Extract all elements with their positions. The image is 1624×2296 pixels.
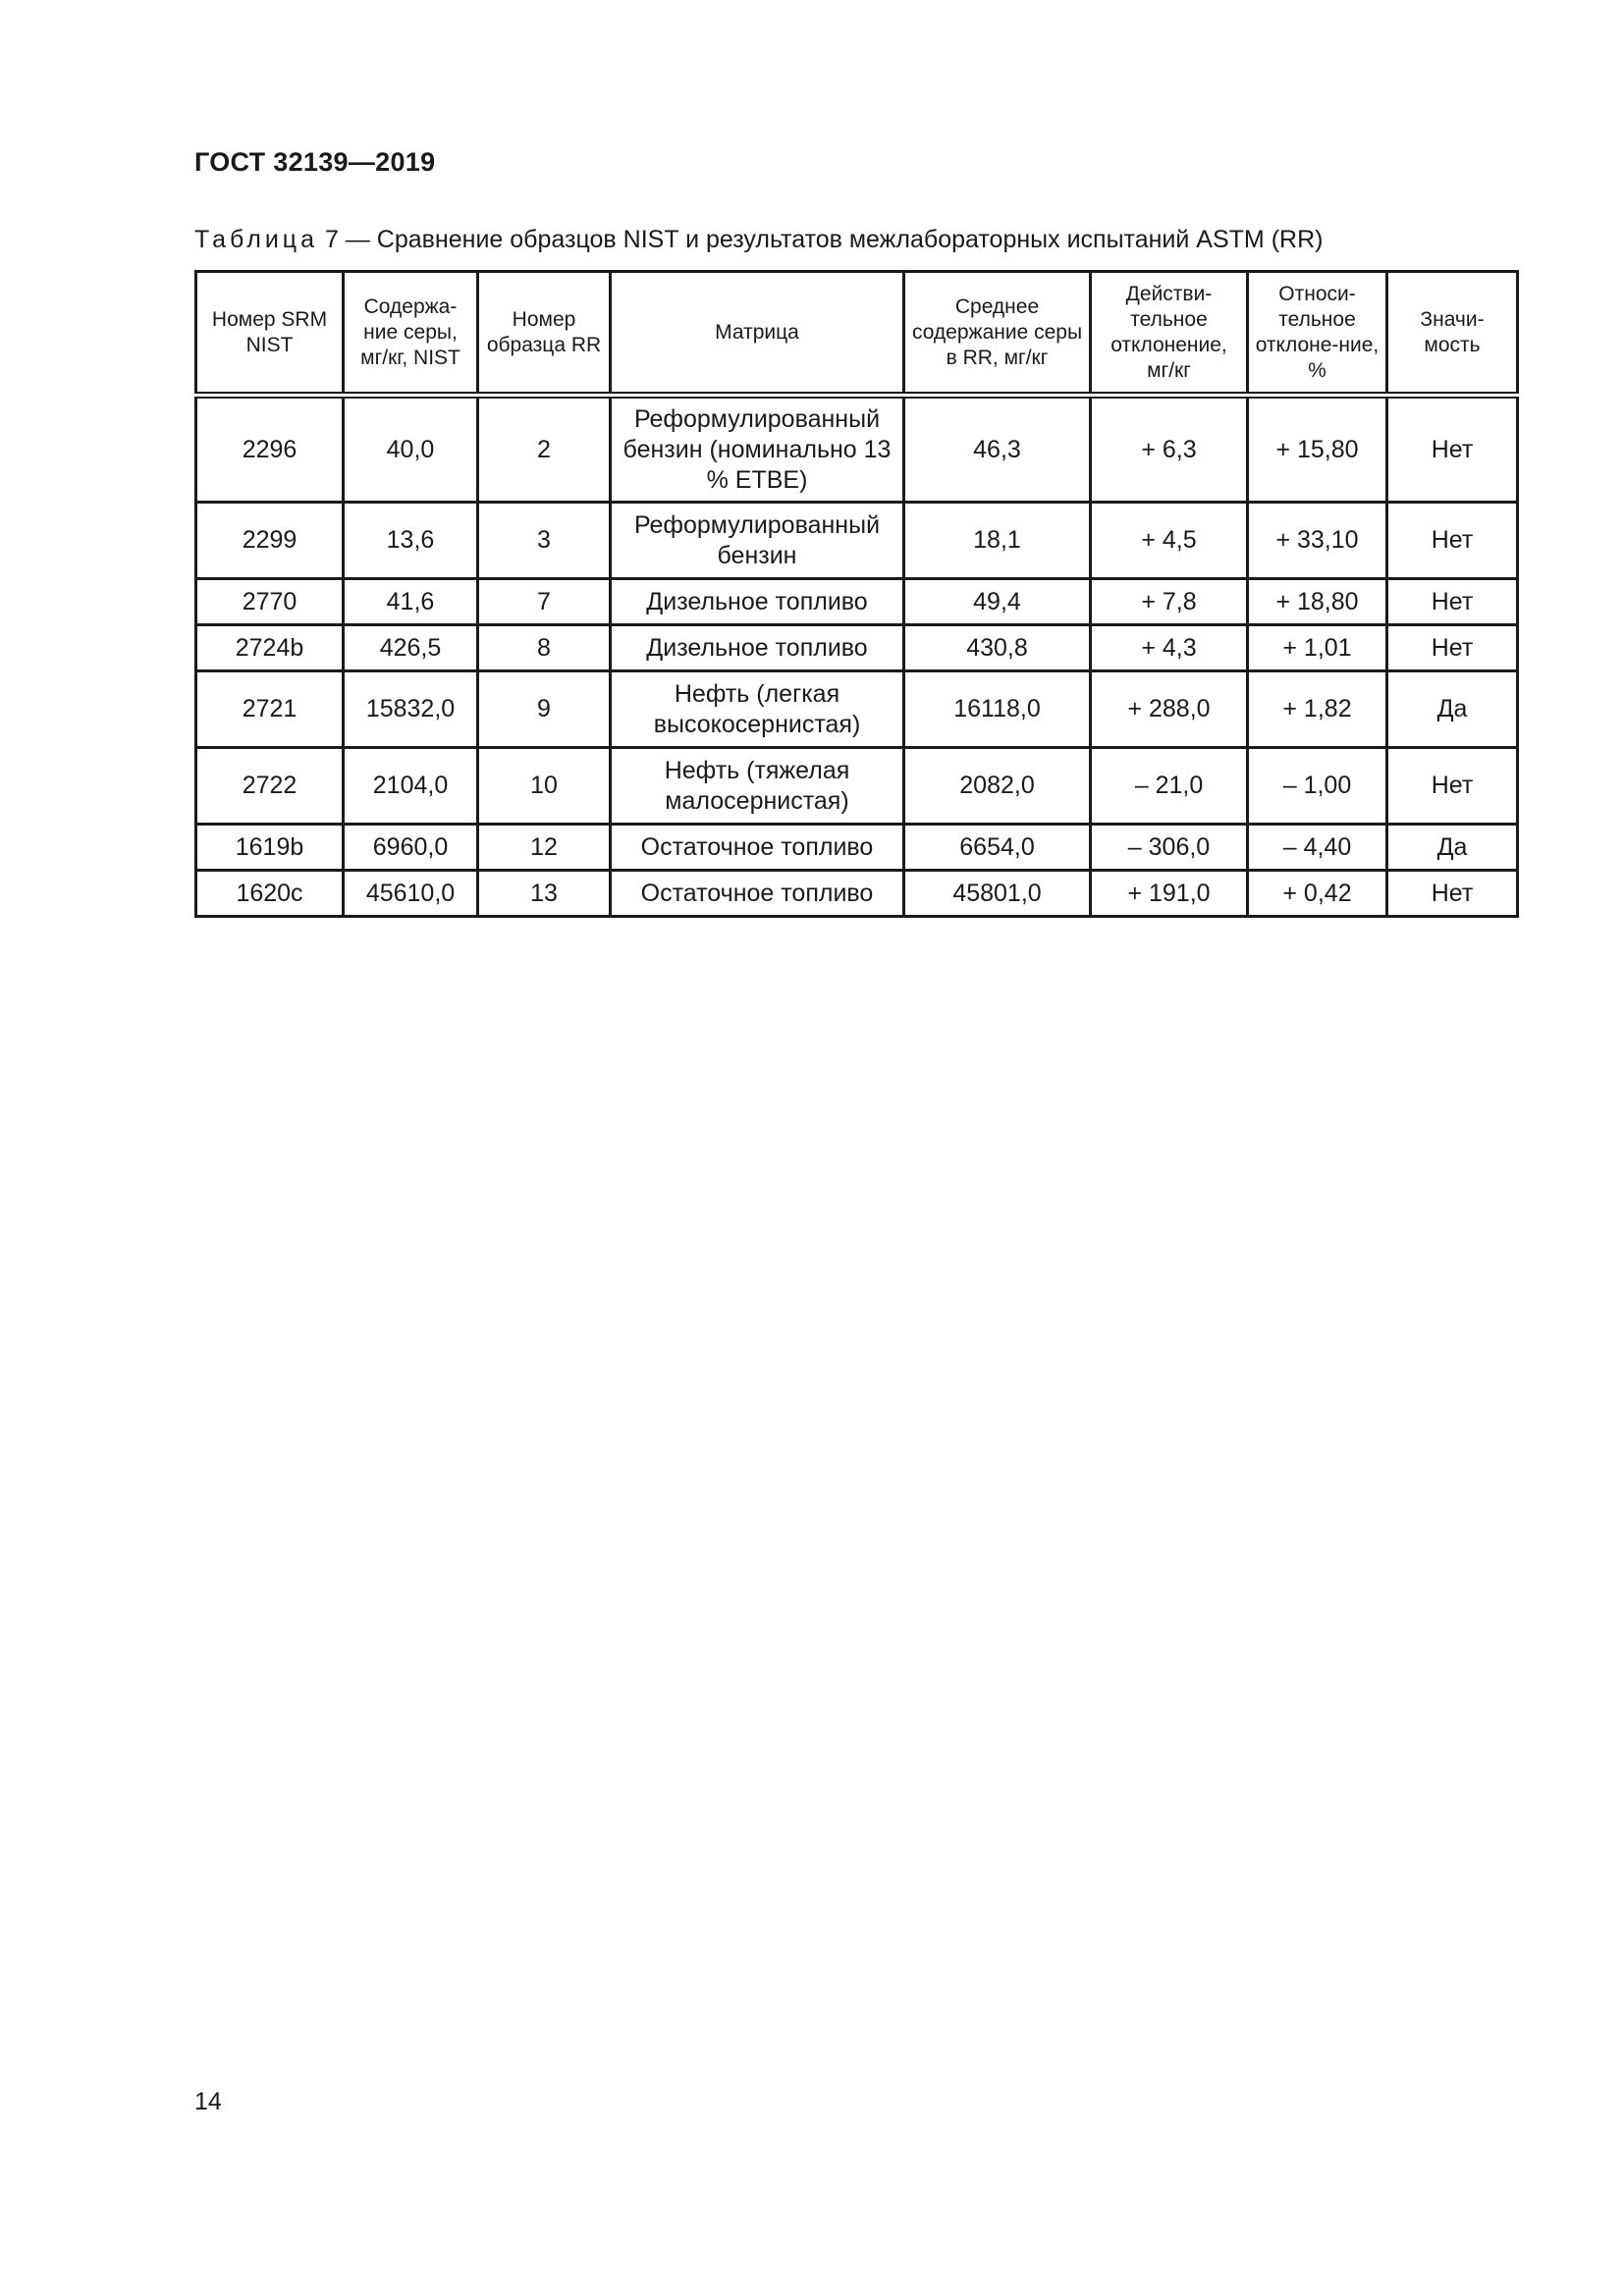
cell-actual-deviation: + 4,5	[1091, 503, 1248, 579]
cell-rr-sample-number: 9	[478, 671, 611, 748]
table-row	[196, 671, 1518, 748]
cell-relative-deviation: + 1,01	[1248, 625, 1387, 671]
cell-actual-deviation: + 288,0	[1091, 671, 1248, 748]
cell-matrix: Остаточное топливо	[611, 825, 904, 871]
table-row	[196, 748, 1518, 825]
header-relative-deviation: Относи-тельное отклоне-ние, %	[1248, 272, 1387, 396]
table-row	[196, 825, 1518, 871]
cell-rr-sample-number: 13	[478, 871, 611, 917]
cell-mean-sulfur-rr: 45801,0	[904, 871, 1091, 917]
cell-matrix: Нефть (легкая высокосернистая)	[611, 671, 904, 748]
document-header: ГОСТ 32139—2019	[194, 147, 436, 177]
cell-actual-deviation: + 191,0	[1091, 871, 1248, 917]
table-row	[196, 503, 1518, 579]
table-caption-text: — Сравнение образцов NIST и результатов межлабораторных испытаний ASTM (RR)	[345, 226, 1324, 253]
header-rr-sample-number: Номер образца RR	[478, 272, 611, 396]
cell-mean-sulfur-rr: 6654,0	[904, 825, 1091, 871]
cell-mean-sulfur-rr: 430,8	[904, 625, 1091, 671]
cell-actual-deviation: + 4,3	[1091, 625, 1248, 671]
cell-significance: Да	[1387, 671, 1518, 748]
cell-rr-sample-number: 3	[478, 503, 611, 579]
header-actual-deviation: Действи-тельное отклонение, мг/кг	[1091, 272, 1248, 396]
cell-srm-number: 1619b	[196, 825, 344, 871]
cell-actual-deviation: – 306,0	[1091, 825, 1248, 871]
page-number: 14	[194, 2088, 222, 2115]
cell-srm-number: 1620c	[196, 871, 344, 917]
cell-sulfur-nist: 15832,0	[344, 671, 478, 748]
cell-significance: Нет	[1387, 625, 1518, 671]
table-row	[196, 579, 1518, 625]
cell-mean-sulfur-rr: 2082,0	[904, 748, 1091, 825]
cell-significance: Нет	[1387, 871, 1518, 917]
cell-actual-deviation: + 6,3	[1091, 396, 1248, 503]
cell-sulfur-nist: 41,6	[344, 579, 478, 625]
cell-mean-sulfur-rr: 49,4	[904, 579, 1091, 625]
cell-matrix: Дизельное топливо	[611, 579, 904, 625]
table-row	[196, 625, 1518, 671]
table-header-row	[196, 272, 1518, 396]
cell-srm-number: 2724b	[196, 625, 344, 671]
cell-sulfur-nist: 13,6	[344, 503, 478, 579]
cell-relative-deviation: + 18,80	[1248, 579, 1387, 625]
cell-rr-sample-number: 12	[478, 825, 611, 871]
cell-sulfur-nist: 2104,0	[344, 748, 478, 825]
table-caption	[194, 226, 1323, 254]
cell-srm-number: 2722	[196, 748, 344, 825]
cell-relative-deviation: – 1,00	[1248, 748, 1387, 825]
cell-matrix: Дизельное топливо	[611, 625, 904, 671]
table-row	[196, 871, 1518, 917]
cell-srm-number: 2296	[196, 396, 344, 503]
cell-mean-sulfur-rr: 16118,0	[904, 671, 1091, 748]
cell-rr-sample-number: 10	[478, 748, 611, 825]
cell-matrix: Реформулированный бензин (номинально 13 % ETBE)	[611, 396, 904, 503]
cell-srm-number: 2770	[196, 579, 344, 625]
cell-significance: Нет	[1387, 748, 1518, 825]
cell-sulfur-nist: 45610,0	[344, 871, 478, 917]
cell-relative-deviation: + 33,10	[1248, 503, 1387, 579]
cell-sulfur-nist: 40,0	[344, 396, 478, 503]
cell-matrix: Реформулированный бензин	[611, 503, 904, 579]
cell-significance: Нет	[1387, 579, 1518, 625]
cell-actual-deviation: – 21,0	[1091, 748, 1248, 825]
cell-matrix: Нефть (тяжелая малосернистая)	[611, 748, 904, 825]
header-mean-sulfur-rr: Среднее содержание серы в RR, мг/кг	[904, 272, 1091, 396]
cell-relative-deviation: + 15,80	[1248, 396, 1387, 503]
cell-rr-sample-number: 2	[478, 396, 611, 503]
cell-actual-deviation: + 7,8	[1091, 579, 1248, 625]
cell-relative-deviation: + 1,82	[1248, 671, 1387, 748]
cell-srm-number: 2299	[196, 503, 344, 579]
cell-relative-deviation: – 4,40	[1248, 825, 1387, 871]
cell-sulfur-nist: 6960,0	[344, 825, 478, 871]
cell-rr-sample-number: 7	[478, 579, 611, 625]
cell-mean-sulfur-rr: 46,3	[904, 396, 1091, 503]
cell-sulfur-nist: 426,5	[344, 625, 478, 671]
cell-significance: Нет	[1387, 396, 1518, 503]
table-caption-number: 7	[324, 226, 339, 253]
table-row	[196, 396, 1518, 503]
cell-srm-number: 2721	[196, 671, 344, 748]
header-sulfur-nist: Содержа-ние серы, мг/кг, NIST	[344, 272, 478, 396]
cell-rr-sample-number: 8	[478, 625, 611, 671]
header-matrix: Матрица	[611, 272, 904, 396]
cell-matrix: Остаточное топливо	[611, 871, 904, 917]
header-significance: Значи-мость	[1387, 272, 1518, 396]
cell-mean-sulfur-rr: 18,1	[904, 503, 1091, 579]
table-caption-label: Таблица	[194, 226, 319, 253]
cell-significance: Да	[1387, 825, 1518, 871]
cell-significance: Нет	[1387, 503, 1518, 579]
header-srm-number: Номер SRM NIST	[196, 272, 344, 396]
comparison-table	[194, 270, 1519, 918]
cell-relative-deviation: + 0,42	[1248, 871, 1387, 917]
